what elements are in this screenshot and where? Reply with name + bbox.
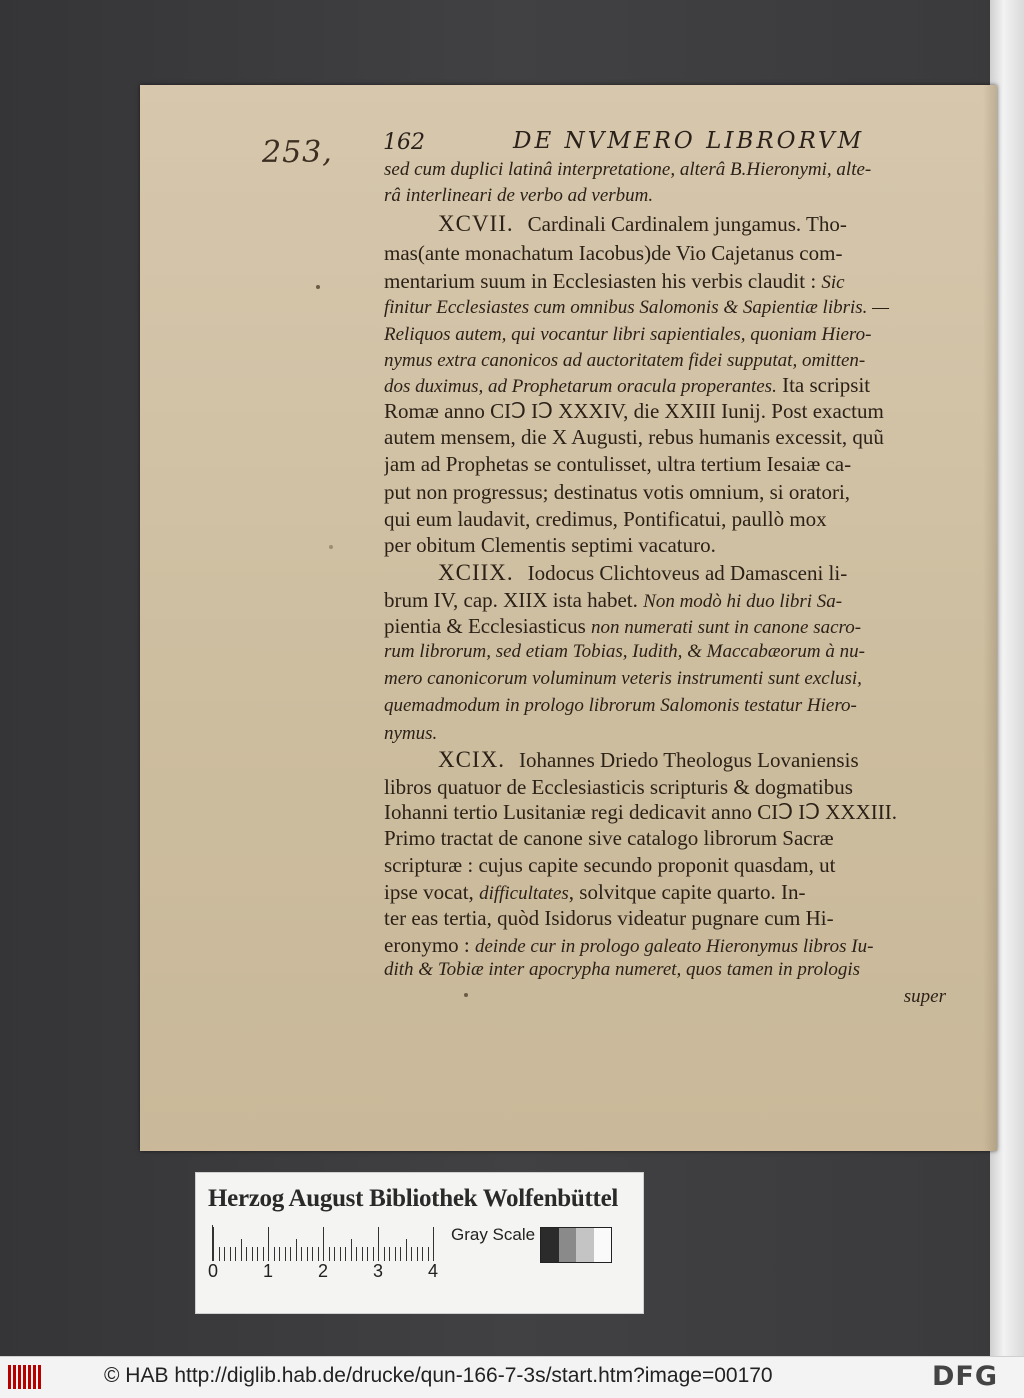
italic-text: sed cum duplici latinâ interpretatione, alterâ B.Hieronymi, alte- xyxy=(384,159,872,180)
section-number: XCIX. xyxy=(438,748,505,772)
text-line xyxy=(384,958,946,982)
section-number: XCVII. xyxy=(438,212,514,236)
ruler-tick xyxy=(367,1247,368,1261)
text-line xyxy=(384,323,946,347)
ruler-tick xyxy=(356,1247,357,1261)
roman-text: Iohanni tertio Lusitaniæ regi dedicavit anno CIↃ IↃ XXXIII. xyxy=(384,800,897,824)
gray-swatch xyxy=(541,1228,559,1262)
italic-text: rum librorum, sed etiam Tobias, Iudith, & Maccabæorum à nu- xyxy=(384,641,865,662)
viewer-footer xyxy=(0,1356,1024,1398)
italic-text: Reliquos autem, qui vocantur libri sapientiales, quoniam Hiero- xyxy=(384,324,872,345)
gray-swatch xyxy=(594,1228,612,1262)
roman-text: Romæ anno CIↃ IↃ XXXIV, die XXIII Iunij. Post exactum xyxy=(384,399,884,423)
dfg-logo: DFG xyxy=(932,1361,999,1392)
text-line xyxy=(384,158,946,182)
roman-text: Cardinali Cardinalem jungamus. Tho- xyxy=(527,212,847,236)
ruler-tick xyxy=(257,1247,258,1261)
ruler-number: 2 xyxy=(318,1261,329,1281)
marginal-handwritten-number: 253, xyxy=(262,135,333,170)
gray-scale-swatches xyxy=(540,1227,612,1263)
italic-text: nymus. xyxy=(384,723,438,744)
ruler-tick xyxy=(274,1247,275,1261)
roman-text: per obitum Clementis septimi vacaturo. xyxy=(384,533,716,557)
ruler-tick xyxy=(406,1239,407,1261)
italic-text: râ interlineari de verbo ad verbum. xyxy=(384,185,654,206)
text-line xyxy=(384,480,946,504)
roman-text: jam ad Prophetas se contulisset, ultra tertium Iesaiæ ca- xyxy=(384,452,852,476)
ruler-tick xyxy=(373,1247,374,1261)
roman-text: Iohannes Driedo Theologus Lovaniensis xyxy=(518,748,859,772)
text-line xyxy=(384,269,946,295)
ruler-tick xyxy=(318,1247,319,1261)
italic-text: Sic xyxy=(821,272,845,293)
hab-logo-icon xyxy=(8,1365,44,1389)
ruler-tick xyxy=(334,1247,335,1261)
text-line xyxy=(438,748,946,772)
ruler-tick xyxy=(340,1247,341,1261)
roman-text: pientia & Ecclesiasticus xyxy=(384,614,592,638)
text-line xyxy=(384,452,946,476)
text-line xyxy=(384,241,946,265)
ruler-tick xyxy=(290,1247,291,1261)
text-line xyxy=(384,933,946,959)
text-line xyxy=(384,296,946,320)
paper-speck xyxy=(329,545,333,549)
ruler-tick xyxy=(285,1247,286,1261)
ruler-tick xyxy=(307,1247,308,1261)
gray-scale-label: Gray Scale xyxy=(451,1225,536,1244)
ruler-tick xyxy=(395,1247,396,1261)
italic-text: dos duximus, ad Prophetarum oracula properantes. xyxy=(384,376,777,397)
page-number: 162 xyxy=(383,130,425,155)
ruler-tick xyxy=(329,1247,330,1261)
roman-text: mentarium suum in Ecclesiasten his verbis claudit : xyxy=(384,269,822,293)
roman-text: put non progressus; destinatus votis omnium, si oratori, xyxy=(384,480,851,504)
ruler-tick xyxy=(296,1239,297,1261)
italic-text: nymus extra canonicos ad auctoritatem fidei supputat, omitten- xyxy=(384,350,866,371)
ruler-tick xyxy=(252,1247,253,1261)
roman-text: , solvitque capite quarto. In- xyxy=(568,880,806,904)
ruler-tick xyxy=(400,1247,401,1261)
roman-text: ipse vocat, xyxy=(384,880,480,904)
catchword: super xyxy=(903,986,946,1007)
roman-text: autem mensem, die X Augusti, rebus humanis excessit, quũ xyxy=(384,425,884,449)
ruler-number: 1 xyxy=(263,1261,274,1281)
ruler-tick xyxy=(246,1247,247,1261)
ruler-tick xyxy=(312,1247,313,1261)
ruler-tick xyxy=(213,1227,214,1261)
ruler-tick xyxy=(235,1247,236,1261)
text-line xyxy=(384,906,946,930)
text-line xyxy=(384,853,946,877)
ruler-tick xyxy=(301,1247,302,1261)
text-line xyxy=(384,722,946,746)
italic-text: non numerati sunt in canone sacro- xyxy=(591,617,862,638)
ruler-number: 0 xyxy=(208,1261,219,1281)
copyright-url[interactable]: © HAB http://diglib.hab.de/drucke/qun-166-7-3s/start.htm?image=00170 xyxy=(104,1364,773,1387)
ruler-tick xyxy=(279,1247,280,1261)
roman-text: mas(ante monachatum Iacobus)de Vio Cajetanus com- xyxy=(384,241,843,265)
text-line xyxy=(384,880,946,906)
ruler-number: 3 xyxy=(373,1261,384,1281)
ruler-tick xyxy=(345,1247,346,1261)
scan-reference-card xyxy=(195,1172,644,1314)
text-line xyxy=(384,533,946,557)
italic-text: deinde cur in prologo galeato Hieronymus libros Iu- xyxy=(474,936,874,957)
gray-swatch xyxy=(576,1228,594,1262)
ruler-tick xyxy=(389,1247,390,1261)
roman-text: brum IV, cap. XIIX ista habet. xyxy=(384,588,644,612)
text-line xyxy=(384,349,946,373)
page-shadow-edge xyxy=(983,85,997,1151)
text-line xyxy=(384,507,946,531)
text-line xyxy=(438,212,946,236)
roman-text: Iodocus Clichtoveus ad Damasceni li- xyxy=(527,561,848,585)
ruler-tick xyxy=(433,1227,434,1261)
roman-text: libros quatuor de Ecclesiasticis scripturis & dogmatibus xyxy=(384,775,853,799)
text-line xyxy=(384,425,946,449)
ruler-tick xyxy=(384,1247,385,1261)
italic-text: quemadmodum in prologo librorum Salomonis testatur Hiero- xyxy=(384,695,857,716)
paper-speck xyxy=(316,285,320,289)
text-line xyxy=(438,561,946,585)
roman-text: qui eum laudavit, credimus, Pontificatui, paullò mox xyxy=(384,507,827,531)
ruler-tick xyxy=(351,1239,352,1261)
text-line xyxy=(384,694,946,718)
text-line xyxy=(384,399,946,423)
section-number: XCIIX. xyxy=(438,561,514,585)
italic-text: Non modò hi duo libri Sa- xyxy=(643,591,843,612)
measurement-ruler xyxy=(212,1225,445,1261)
ruler-tick xyxy=(219,1247,220,1261)
italic-text: difficultates xyxy=(479,883,569,904)
text-line xyxy=(384,826,946,850)
roman-text: Primo tractat de canone sive catalogo librorum Sacræ xyxy=(384,826,834,850)
italic-text: dith & Tobiæ inter apocrypha numeret, quos tamen in prologis xyxy=(384,959,861,980)
ruler-tick xyxy=(224,1247,225,1261)
ruler-tick xyxy=(417,1247,418,1261)
library-name: Herzog August Bibliothek Wolfenbüttel xyxy=(208,1185,619,1212)
text-line xyxy=(384,667,946,691)
ruler-tick xyxy=(230,1247,231,1261)
text-line xyxy=(384,588,946,614)
ruler-tick xyxy=(268,1227,269,1261)
text-line xyxy=(384,775,946,799)
ruler-tick xyxy=(241,1239,242,1261)
paper-speck xyxy=(464,993,468,997)
ruler-tick xyxy=(378,1227,379,1261)
roman-text: scripturæ : cujus capite secundo proponit quasdam, ut xyxy=(384,853,836,877)
ruler-tick xyxy=(362,1247,363,1261)
page-header xyxy=(383,126,983,158)
text-line xyxy=(384,800,946,824)
text-line xyxy=(384,373,946,399)
text-line xyxy=(384,985,946,1009)
text-line xyxy=(384,640,946,664)
ruler-tick xyxy=(263,1247,264,1261)
roman-text: Ita scripsit xyxy=(776,373,871,397)
running-title: DE NVMERO LIBRORVM xyxy=(513,128,865,154)
gray-swatch xyxy=(559,1228,577,1262)
ruler-tick xyxy=(422,1247,423,1261)
ruler-number: 4 xyxy=(428,1261,439,1281)
text-line xyxy=(384,614,946,640)
ruler-tick xyxy=(323,1227,324,1261)
ruler-tick xyxy=(428,1247,429,1261)
text-line xyxy=(384,184,946,208)
roman-text: eronymo : xyxy=(384,933,475,957)
italic-text: finitur Ecclesiastes cum omnibus Salomonis & Sapientiæ libris. — xyxy=(384,297,890,318)
ruler-tick xyxy=(411,1247,412,1261)
roman-text: ter eas tertia, quòd Isidorus videatur pugnare cum Hi- xyxy=(384,906,834,930)
italic-text: mero canonicorum voluminum veteris instrumenti sunt exclusi, xyxy=(384,668,862,689)
